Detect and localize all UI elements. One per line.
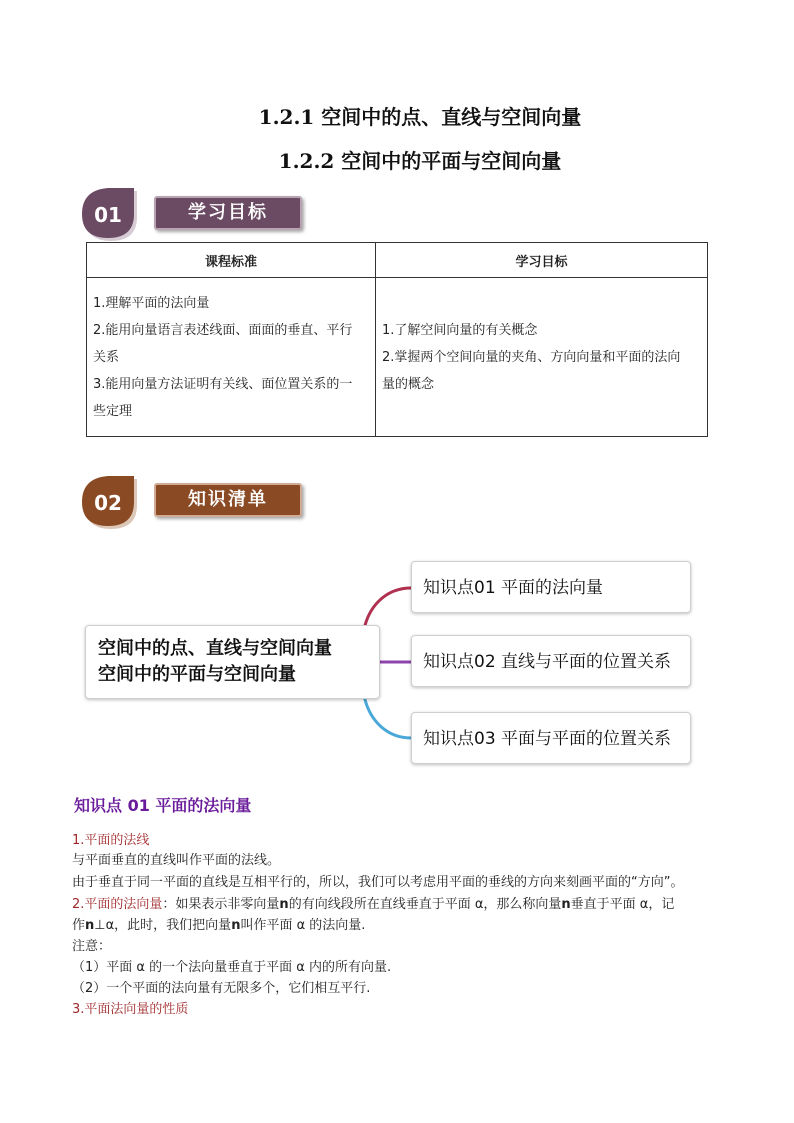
note-2: （2）一个平面的法向量有无限多个，它们相互平行. [72,981,371,996]
note-label: 注意： [72,939,112,954]
standard-line: 关系 [93,349,120,365]
item2-line1 [72,895,752,915]
standard-line: 些定理 [93,403,133,419]
section-01-number: 01 [94,203,122,227]
item1-line2: 由于垂直于同一平面的直线是互相平行的，所以，我们可以考虑用平面的垂线的方向来刻画平面的“方向”。 [72,875,684,890]
standard-line: 3.能用向量方法证明有关线、面位置关系的一 [93,376,353,392]
section-02-number: 02 [94,491,122,515]
vector-n: n [85,918,95,933]
section-01-label: 学习目标 [154,196,302,230]
item2-text: ⊥α，此时，我们把向量 [94,918,232,933]
vector-n: n [231,918,241,933]
mindmap-root-line1: 空间中的点、直线与空间向量 [98,638,332,659]
title-line-1: 1.2.1 空间中的点、直线与空间向量 [258,105,582,129]
item2-text: 垂直于平面 α，记 [570,897,675,912]
item2-text: 的有向线段所在直线垂直于平面 α，那么称向量 [288,897,562,912]
item2-heading: 2.平面的法向量 [72,897,163,912]
mindmap-leaf-line-plane: 知识点02 直线与平面的位置关系 [411,635,691,687]
vector-n: n [279,897,289,912]
section-02-label: 知识清单 [154,483,302,517]
vector-n: n [561,897,571,912]
standard-line: 1.理解平面的法向量 [93,295,210,311]
item1-line1: 与平面垂直的直线叫作平面的法线。 [72,853,281,868]
knowledge-point-title: 知识点 01 平面的法向量 [74,796,252,815]
item1-heading: 1.平面的法线 [72,833,150,848]
mindmap-root [85,625,380,699]
item3-heading: 3.平面法向量的性质 [72,1002,189,1017]
standard-line: 2.能用向量语言表述线面、面面的垂直、平行 [93,322,353,338]
table-header-objective: 学习目标 [376,243,708,278]
objective-line: 量的概念 [382,376,435,392]
item2-text: 作 [72,918,86,933]
title-line-2: 1.2.2 空间中的平面与空间向量 [278,149,562,173]
mindmap-leaf-normal-vector: 知识点01 平面的法向量 [411,561,691,613]
mindmap-root-line2: 空间中的平面与空间向量 [98,664,296,685]
mindmap-leaf-plane-plane: 知识点03 平面与平面的位置关系 [411,712,691,764]
item2-line2 [72,916,732,936]
item2-text: 叫作平面 α 的法向量. [240,918,366,933]
objective-line: 2.掌握两个空间向量的夹角、方向向量和平面的法向 [382,349,681,365]
table-header-standard: 课程标准 [87,243,376,278]
objective-line: 1.了解空间向量的有关概念 [382,322,538,338]
note-1: （1）平面 α 的一个法向量垂直于平面 α 内的所有向量. [72,960,392,975]
item2-text: ：如果表示非零向量 [162,897,280,912]
